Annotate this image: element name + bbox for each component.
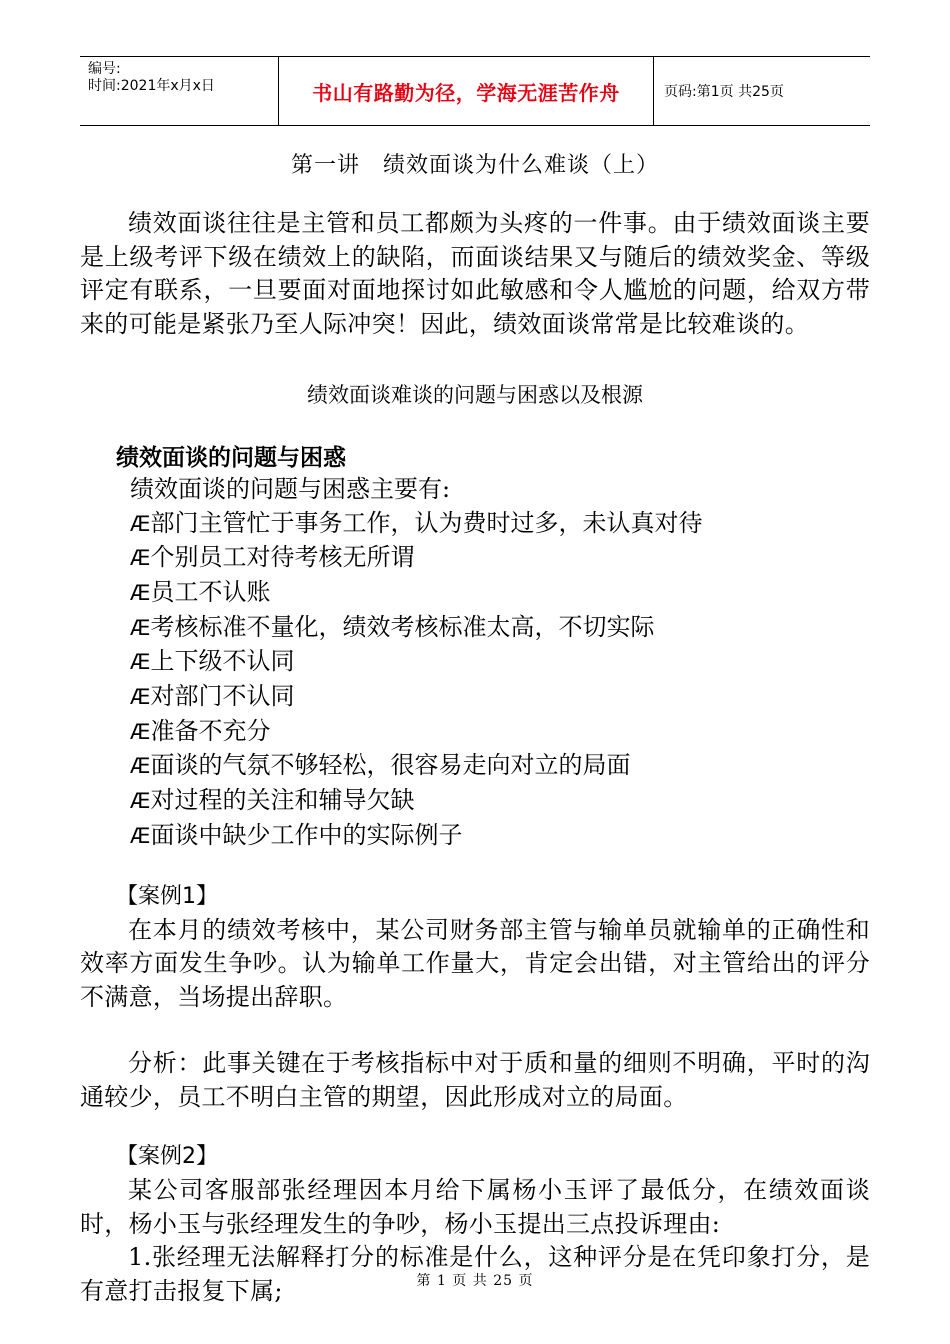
bullet-icon: Æ	[130, 685, 151, 710]
intro-paragraph: 绩效面谈往往是主管和员工都颇为头疼的一件事。由于绩效面谈主要是上级考评下级在绩效上的缺陷，而面谈结果又与随后的绩效奖金、等级评定有联系，一旦要面对面地探讨如此敏感和令人尴尬的问题，给双方带来的可能是紧张乃至人际冲突！因此，绩效面谈常常是比较难谈的。	[80, 209, 870, 338]
header-page-info: 页码:第1页 共25页	[664, 84, 784, 100]
list-item-text: 考核标准不量化，绩效考核标准太高，不切实际	[150, 612, 655, 641]
list-item	[130, 645, 870, 680]
problem-list	[80, 507, 870, 854]
bullet-icon: Æ	[130, 650, 151, 675]
bullet-icon: Æ	[130, 546, 151, 571]
list-item	[130, 749, 870, 784]
case2-heading: 【案例2】	[116, 1144, 218, 1170]
list-item-text: 准备不充分	[150, 716, 271, 745]
list-item-text: 上下级不认同	[150, 647, 295, 676]
list-item-text: 员工不认账	[150, 577, 271, 606]
section-heading: 绩效面谈难谈的问题与困惑以及根源	[307, 383, 643, 407]
paragraph-spacer	[80, 1014, 870, 1047]
bullet-icon: Æ	[130, 823, 151, 848]
list-item	[130, 819, 870, 854]
document-body	[80, 140, 870, 1308]
header-motto: 书山有路勤为径，学海无涯苦作舟	[278, 57, 654, 125]
list-item	[130, 715, 870, 750]
list-item	[130, 611, 870, 646]
header-meta	[80, 57, 278, 125]
list-intro: 绩效面谈的问题与困惑主要有:	[130, 475, 451, 503]
sub-heading: 绩效面谈的问题与困惑	[116, 445, 346, 471]
list-item-text: 对过程的关注和辅导欠缺	[150, 786, 415, 815]
list-item-text: 部门主管忙于事务工作，认为费时过多，未认真对待	[150, 508, 703, 537]
lecture-title: 第一讲 绩效面谈为什么难谈（上）	[290, 153, 659, 178]
list-item	[130, 576, 870, 611]
case2-point1: 1.张经理无法解释打分的标准是什么，这种评分是在凭印象打分，是有意打击报复下属;	[80, 1243, 870, 1305]
bullet-icon: Æ	[130, 511, 151, 536]
list-item-text: 面谈的气氛不够轻松，很容易走向对立的局面	[150, 751, 631, 780]
list-item	[130, 507, 870, 542]
bullet-icon: Æ	[130, 754, 151, 779]
list-item	[130, 541, 870, 576]
page-footer: 第 1 页 共 25 页	[416, 1273, 534, 1289]
list-item-text: 面谈中缺少工作中的实际例子	[150, 820, 463, 849]
case2-text: 某公司客服部张经理因本月给下属杨小玉评了最低分，在绩效面谈时，杨小玉与张经理发生的争吵，杨小玉提出三点投诉理由:	[80, 1176, 870, 1238]
bullet-icon: Æ	[130, 580, 151, 605]
document-header	[80, 56, 870, 126]
list-item	[130, 784, 870, 819]
case1-heading: 【案例1】	[116, 883, 218, 909]
bullet-icon: Æ	[130, 615, 151, 640]
list-item	[130, 680, 870, 715]
bullet-icon: Æ	[130, 789, 151, 814]
document-date: 时间:2021年x月x日	[88, 78, 215, 94]
case1-analysis: 分析：此事关键在于考核指标中对于质和量的细则不明确，平时的沟通较少，员工不明白主管的期望，因此形成对立的局面。	[80, 1049, 870, 1111]
document-number-label: 编号:	[88, 61, 121, 77]
bullet-icon: Æ	[130, 719, 151, 744]
list-item-text: 对部门不认同	[150, 682, 295, 711]
case1-text: 在本月的绩效考核中，某公司财务部主管与输单员就输单的正确性和效率方面发生争吵。认为输单工作量大，肯定会出错，对主管给出的评分不满意，当场提出辞职。	[80, 915, 870, 1011]
list-item-text: 个别员工对待考核无所谓	[150, 543, 415, 572]
